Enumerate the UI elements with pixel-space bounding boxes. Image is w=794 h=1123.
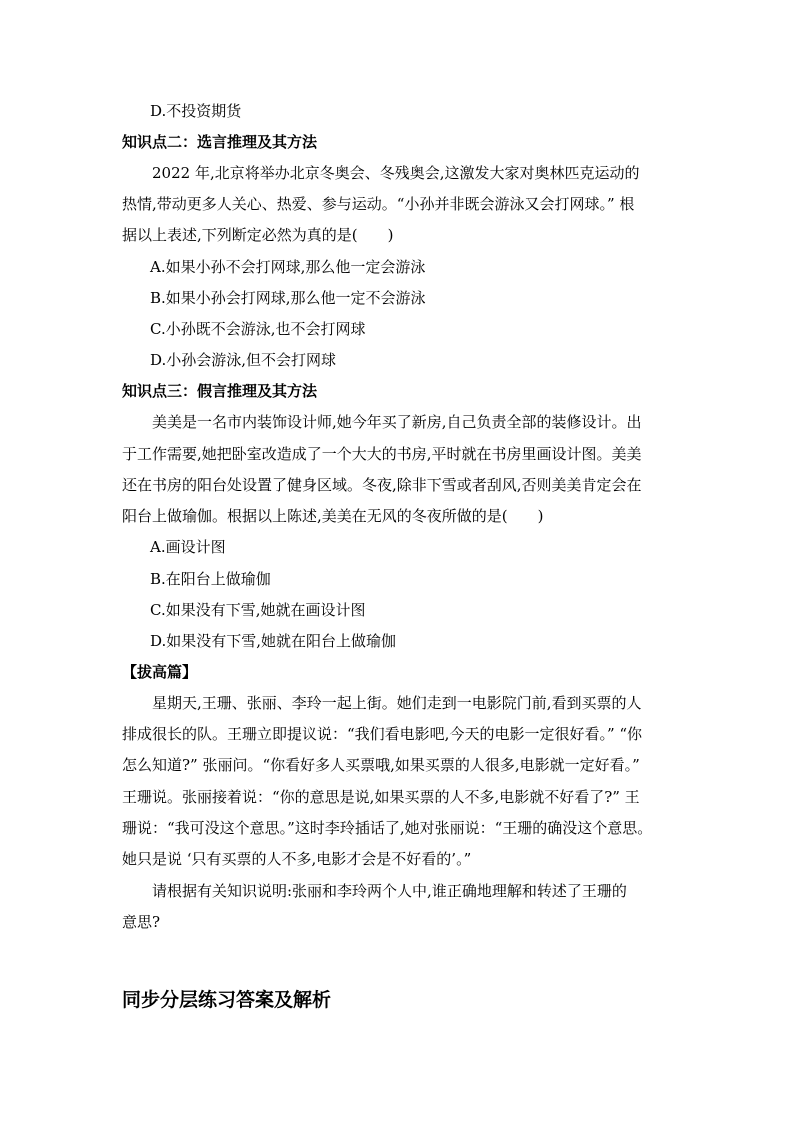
answers-heading: 同步分层练习答案及解析 [122, 989, 332, 1011]
option-d-futures: D.不投资期货 [150, 102, 242, 120]
paragraph-line: 她只是说 ‘只有买票的人不多,电影才会是不好看的’。” [122, 850, 472, 868]
paragraph-line: 还在书房的阳台处设置了健身区域。冬夜,除非下雪或者刮风,否则美美肯定会在 [122, 476, 642, 494]
option-d: D.如果没有下雪,她就在阳台上做瑜伽 [150, 632, 397, 650]
section-heading-knowledge-point-2: 知识点二：选言推理及其方法 [122, 133, 318, 151]
paragraph-line: 星期天,王珊、张丽、李玲一起上街。她们走到一电影院门前,看到买票的人 [152, 694, 642, 712]
option-b: B.如果小孙会打网球,那么他一定不会游泳 [150, 289, 426, 307]
paragraph-line: 热情,带动更多人关心、热爱、参与运动。“小孙并非既会游泳又会打网球。” 根 [122, 195, 635, 213]
option-d: D.小孙会游泳,但不会打网球 [150, 351, 337, 369]
paragraph-line: 阳台上做瑜伽。根据以上陈述,美美在无风的冬夜所做的是( ) [122, 507, 544, 525]
paragraph-line: 怎么知道?” 张丽问。“你看好多人买票哦,如果买票的人很多,电影就一定好看。” [122, 756, 640, 774]
paragraph-line: 意思? [122, 913, 161, 931]
paragraph-line: 王珊说。张丽接着说：“你的意思是说,如果买票的人不多,电影就不好看了?” 王 [122, 788, 640, 806]
section-heading-advanced: 【拔高篇】 [122, 663, 198, 681]
option-c: C.如果没有下雪,她就在画设计图 [150, 601, 366, 619]
paragraph-line: 珊说：“我可没这个意思。”这时李玲插话了,她对张丽说：“王珊的确没这个意思。 [122, 819, 653, 837]
section-heading-knowledge-point-3: 知识点三：假言推理及其方法 [122, 382, 318, 400]
paragraph-line: 据以上表述,下列断定必然为真的是( ) [122, 226, 394, 244]
paragraph-line: 2022 年,北京将举办北京冬奥会、冬残奥会,这激发大家对奥林匹克运动的 [152, 164, 640, 182]
option-a: A.画设计图 [150, 538, 226, 556]
option-a: A.如果小孙不会打网球,那么他一定会游泳 [150, 258, 426, 276]
option-c: C.小孙既不会游泳,也不会打网球 [150, 320, 366, 338]
paragraph-line: 于工作需要,她把卧室改造成了一个大大的书房,平时就在书房里画设计图。美美 [122, 445, 642, 463]
paragraph-line: 排成很长的队。王珊立即提议说：“我们看电影吧,今天的电影一定很好看。” “你 [122, 725, 643, 743]
paragraph-line: 美美是一名市内装饰设计师,她今年买了新房,自己负责全部的装修设计。出 [152, 413, 642, 431]
paragraph-line: 请根据有关知识说明:张丽和李玲两个人中,谁正确地理解和转述了王珊的 [152, 882, 627, 900]
option-b: B.在阳台上做瑜伽 [150, 570, 271, 588]
